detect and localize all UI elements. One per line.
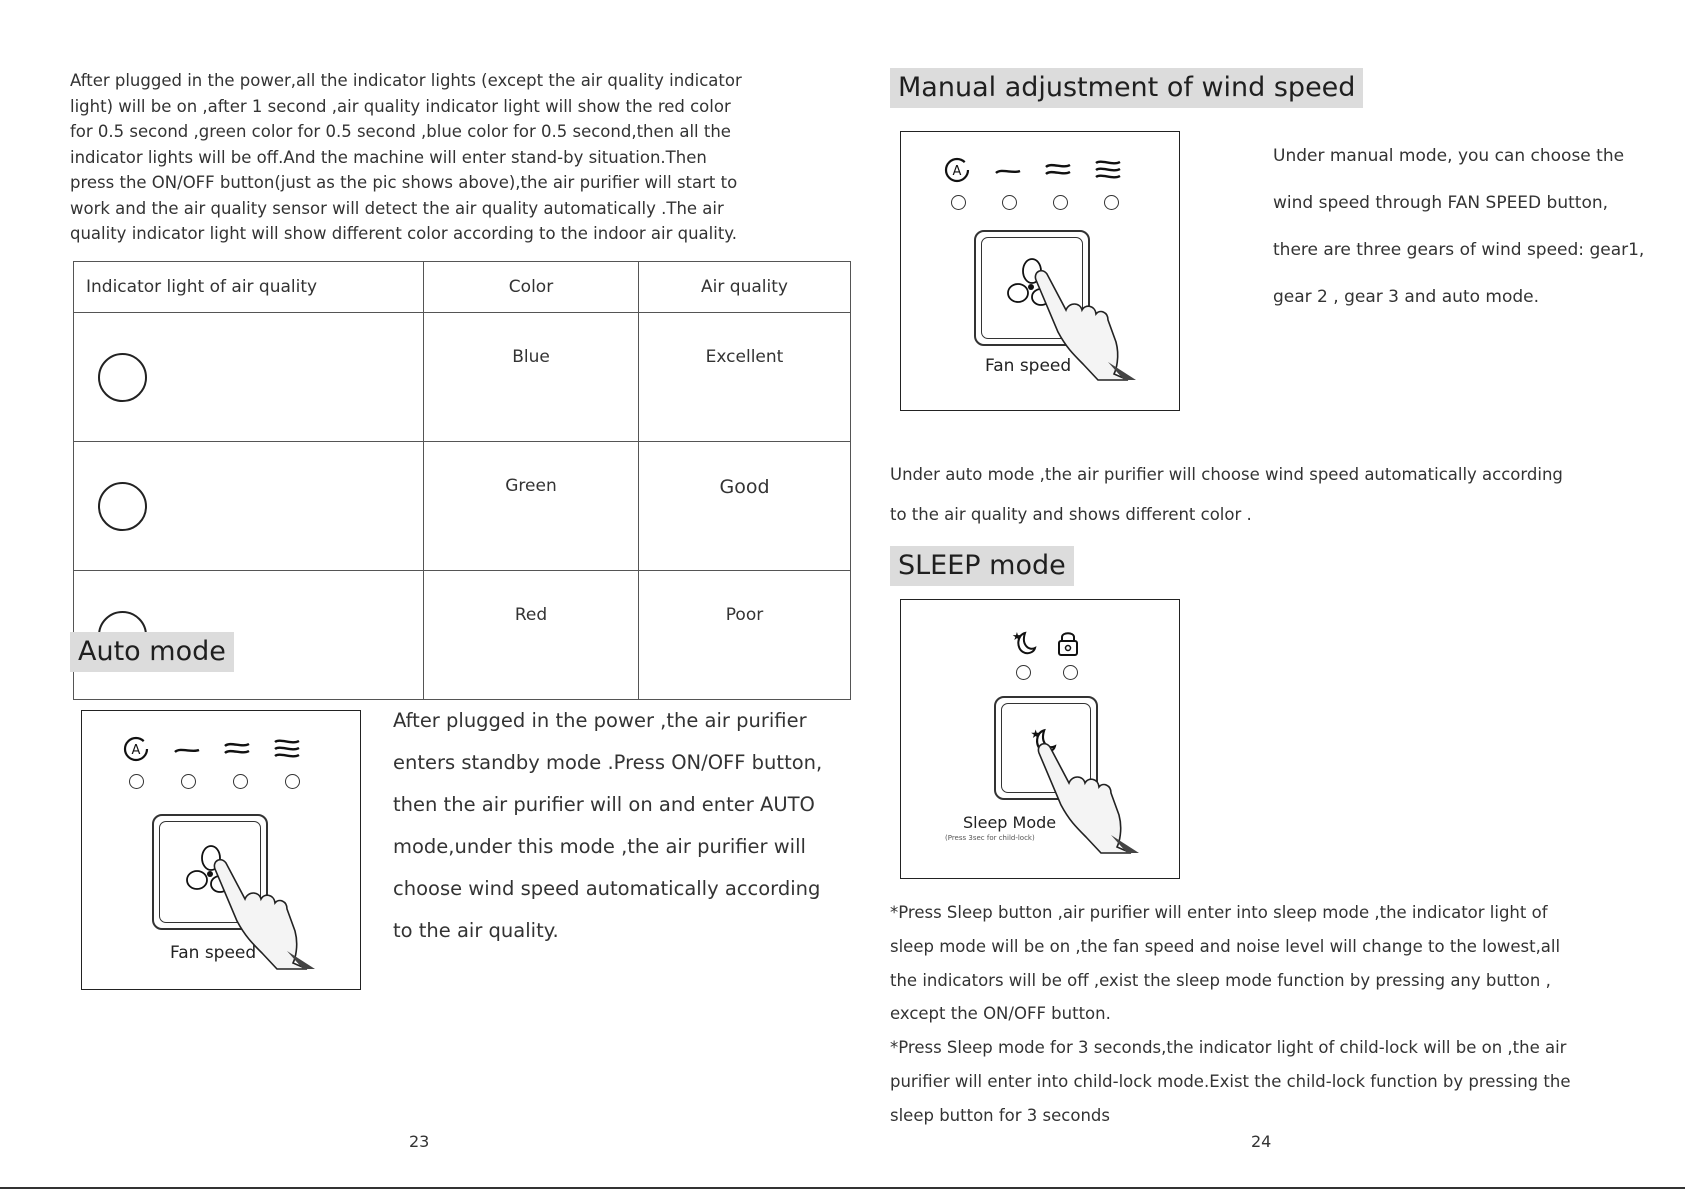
sleep-line: sleep button for 3 seconds — [890, 1105, 1110, 1125]
intro-line: press the ON/OFF button(just as the pic shows above),the air purifier will start to — [70, 173, 738, 192]
auto-line: then the air purifier will on and enter AUTO — [393, 793, 815, 816]
table-row — [74, 313, 851, 442]
manual-line: gear 2 , gear 3 and auto mode. — [1273, 287, 1540, 307]
table-row — [74, 442, 851, 571]
svg-text:★: ★ — [1012, 630, 1022, 643]
fan-speed-caption: Fan speed — [170, 943, 257, 963]
svg-text:A: A — [952, 164, 962, 179]
color-cell: Green — [424, 442, 639, 571]
auto-line: After plugged in the power ,the air purifier — [393, 709, 807, 732]
table-header-indicator: Indicator light of air quality — [74, 262, 424, 313]
indicator-light-icon — [98, 353, 147, 402]
led-indicator — [951, 195, 966, 210]
color-cell: Red — [424, 571, 639, 700]
intro-paragraph — [70, 68, 790, 247]
manual-mode-text — [1273, 133, 1673, 321]
sleep-line: except the ON/OFF button. — [890, 1004, 1111, 1024]
wind-high-icon — [1093, 156, 1123, 184]
intro-line: for 0.5 second ,green color for 0.5 second ,blue color for 0.5 second,then all the — [70, 122, 731, 141]
led-indicator — [1104, 195, 1119, 210]
auto-note-line: to the air quality and shows different color . — [890, 505, 1252, 524]
fan-speed-caption: Fan speed — [985, 356, 1072, 376]
sleep-mode-panel-figure — [900, 599, 1180, 879]
auto-line: to the air quality. — [393, 919, 559, 942]
table-header-color: Color — [424, 262, 639, 313]
manual-line: wind speed through FAN SPEED button, — [1273, 193, 1609, 213]
sleep-line: *Press Sleep button ,air purifier will enter into sleep mode ,the indicator light of — [890, 903, 1548, 922]
led-indicator — [1016, 665, 1031, 680]
auto-mode-heading: Auto mode — [70, 632, 234, 672]
led-indicator — [1002, 195, 1017, 210]
indicator-cell — [74, 442, 424, 571]
wind-low-icon — [993, 156, 1023, 184]
wind-high-icon — [272, 735, 302, 763]
manual-line: Under manual mode, you can choose the — [1273, 146, 1625, 166]
table-header-quality: Air quality — [639, 262, 851, 313]
led-indicator — [285, 774, 300, 789]
table-header-row — [74, 262, 851, 313]
auto-icon — [122, 735, 152, 763]
sleep-mode-text — [890, 896, 1650, 1133]
auto-icon — [943, 156, 973, 184]
indicator-cell — [74, 313, 424, 442]
child-lock-icon — [1055, 628, 1081, 658]
sleep-moon-icon — [1007, 628, 1037, 658]
svg-text:★: ★ — [1030, 726, 1041, 741]
led-indicator — [181, 774, 196, 789]
wind-mid-icon — [222, 735, 252, 763]
indicator-light-icon — [98, 482, 147, 531]
color-cell: Blue — [424, 313, 639, 442]
intro-line: light) will be on ,after 1 second ,air quality indicator light will show the red color — [70, 96, 731, 116]
auto-mode-text — [393, 700, 823, 952]
manual-wind-speed-heading: Manual adjustment of wind speed — [890, 68, 1363, 108]
auto-line: mode,under this mode ,the air purifier will — [393, 835, 806, 858]
wind-mid-icon — [1043, 156, 1073, 184]
intro-line: quality indicator light will show different color according to the indoor air quality. — [70, 224, 737, 243]
auto-line: choose wind speed automatically according — [393, 877, 821, 900]
intro-line: work and the air quality sensor will detect the air quality automatically .The air — [70, 198, 724, 218]
auto-line: enters standby mode .Press ON/OFF button, — [393, 751, 823, 774]
led-indicator — [233, 774, 248, 789]
auto-note-text — [890, 455, 1650, 535]
sleep-mode-sub-caption: (Press 3sec for child-lock) — [945, 834, 1035, 842]
sleep-line: *Press Sleep mode for 3 seconds,the indicator light of child-lock will be on ,the air — [890, 1038, 1567, 1058]
led-indicator — [1063, 665, 1078, 680]
sleep-mode-heading: SLEEP mode — [890, 546, 1074, 586]
sleep-mode-caption: Sleep Mode — [963, 813, 1057, 832]
sleep-line: sleep mode will be on ,the fan speed and noise level will change to the lowest,all — [890, 936, 1561, 956]
wind-low-icon — [172, 735, 202, 763]
quality-cell: Poor — [639, 571, 851, 700]
manual-mode-panel-figure — [900, 131, 1180, 411]
auto-mode-panel-figure — [81, 710, 361, 990]
page-number-left: 23 — [409, 1132, 430, 1151]
intro-line: After plugged in the power,all the indicator lights (except the air quality indicator — [70, 71, 742, 90]
manual-line: there are three gears of wind speed: gear1, — [1273, 240, 1645, 260]
intro-line: indicator lights will be off.And the machine will enter stand-by situation.Then — [70, 147, 707, 167]
pointing-hand-icon — [1031, 735, 1141, 855]
sleep-line: purifier will enter into child-lock mode.Exist the child-lock function by pressing the — [890, 1071, 1571, 1091]
led-indicator — [1053, 195, 1068, 210]
page-number-right: 24 — [1251, 1132, 1272, 1151]
led-indicator — [129, 774, 144, 789]
quality-cell: Good — [639, 442, 851, 571]
quality-cell: Excellent — [639, 313, 851, 442]
bottom-border — [0, 1187, 1685, 1189]
svg-text:A: A — [131, 743, 141, 758]
auto-note-line: Under auto mode ,the air purifier will choose wind speed automatically according — [890, 465, 1563, 484]
sleep-line: the indicators will be off ,exist the sleep mode function by pressing any button , — [890, 970, 1551, 990]
